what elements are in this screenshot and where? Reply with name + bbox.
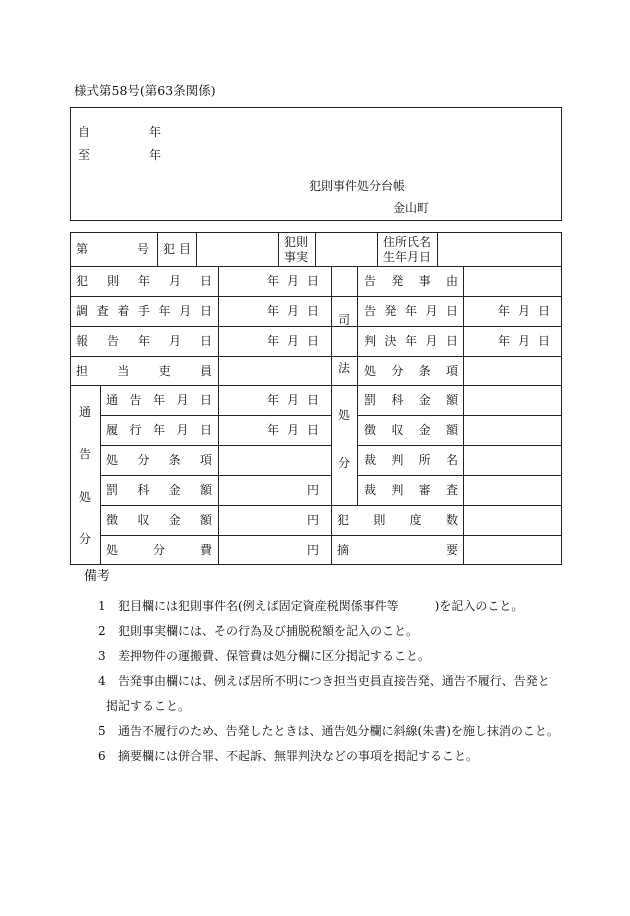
remark-text: 犯則事実欄には、その行為及び捕脱税額を記入のこと。 [118, 624, 419, 638]
row-divider [100, 475, 331, 476]
remark-text: 告発事由欄には、例えば居所不明につき担当吏員直接告発、通告不履行、告発と掲記すること。 [106, 674, 550, 713]
col-divider [157, 232, 158, 266]
row-divider [357, 445, 562, 446]
remark-number: 4 [98, 674, 106, 688]
col-divider [278, 232, 279, 266]
tsukoku-row-label: 履 行 年 月 日 [106, 423, 212, 437]
col-divider [377, 232, 378, 266]
bottom-right-label: 犯 則 度 数 [337, 513, 458, 527]
remark-text: 差押物件の運搬費、保管費は処分欄に区分掲記すること。 [118, 649, 431, 663]
shiho-row-label: 徴 収 金 額 [364, 423, 458, 437]
shiho-row-label: 告 発 年 月 日 [364, 304, 458, 318]
row-divider [357, 475, 562, 476]
remark-number: 3 [98, 649, 106, 663]
tsukoku-row-label: 徴 収 金 額 [106, 513, 212, 527]
remark-text: 通告不履行のため、告発したときは、通告処分欄に斜線(朱書)を施し抹消のこと。 [118, 724, 559, 738]
header-go: 号 [137, 242, 150, 256]
tsukoku-row-label: 罰 科 金 額 [106, 483, 212, 497]
period-box [70, 107, 562, 221]
col-divider [437, 232, 438, 266]
header-hansoku-jijitsu-1: 犯則 [284, 235, 309, 249]
row-divider [70, 356, 562, 357]
shiho-row-label: 判 決 年 月 日 [364, 334, 458, 348]
col-divider [100, 385, 101, 565]
left-row-value: 年 月 日 [267, 304, 319, 318]
tsukoku-row-label: 処 分 条 項 [106, 453, 212, 467]
shiho-row-label: 裁 判 審 査 [364, 483, 458, 497]
remark-number: 6 [98, 749, 106, 763]
shiho-row-value: 年 月 日 [498, 334, 550, 348]
row-divider [70, 266, 562, 267]
col-divider [357, 266, 358, 505]
tsukoku-row-value: 年 月 日 [267, 423, 319, 437]
town-name: 金山町 [393, 201, 430, 215]
remark-number: 1 [98, 599, 106, 613]
remark-text: 摘要欄には併合罪、不起訴、無罪判決などの事項を掲記すること。 [118, 749, 479, 763]
shiho-row-value: 年 月 日 [498, 304, 550, 318]
row-divider [357, 415, 562, 416]
tsukoku-row-label: 通 告 年 月 日 [106, 393, 212, 407]
to-year: 年 [149, 148, 162, 162]
tsukoku-row-value: 円 [307, 483, 320, 497]
header-address: 住所氏名 [383, 235, 432, 249]
tsukoku-row-value: 円 [307, 513, 320, 527]
to-label: 至 [78, 148, 91, 162]
left-row-label: 担 当 吏 員 [76, 364, 212, 378]
remarks-title: 備考 [84, 569, 111, 584]
header-hansoku-jijitsu-2: 事実 [284, 250, 309, 264]
row-divider [70, 296, 562, 297]
header-hansoku-moku: 犯目 [163, 242, 196, 256]
form-label: 様式第58号(第63条関係) [74, 83, 216, 98]
row-divider [70, 326, 562, 327]
left-row-label: 報 告 年 月 日 [76, 334, 212, 348]
from-year: 年 [149, 125, 162, 139]
left-row-value: 年 月 日 [267, 274, 319, 288]
tsukoku-row-value: 円 [307, 543, 320, 557]
shiho-row-label: 罰 科 金 額 [364, 393, 458, 407]
shiho-row-label: 処 分 条 項 [364, 364, 458, 378]
col-divider [315, 232, 316, 266]
col-divider [218, 266, 219, 565]
col-divider [463, 266, 464, 565]
tsukoku-group-label: 通 告 処 分 [78, 404, 91, 547]
tsukoku-row-value: 年 月 日 [267, 393, 319, 407]
shiho-row-label: 告 発 事 由 [364, 274, 458, 288]
row-divider [100, 415, 331, 416]
row-divider [100, 445, 331, 446]
remark-text: 犯目欄には犯則事件名(例えば固定資産税関係事件等 )を記入のこと。 [118, 599, 524, 613]
bottom-right-label: 摘 要 [337, 543, 458, 557]
shiho-row-label: 裁 判 所 名 [364, 453, 458, 467]
ledger-title: 犯則事件処分台帳 [309, 179, 406, 193]
header-dai: 第 [76, 242, 89, 256]
row-divider [70, 385, 562, 386]
left-row-value: 年 月 日 [267, 334, 319, 348]
header-birthdate: 生年月日 [383, 250, 432, 264]
shiho-group-label: 司 法 処 分 [337, 313, 350, 470]
remark-number: 5 [98, 724, 106, 738]
remark-number: 2 [98, 624, 106, 638]
col-divider [196, 232, 197, 266]
tsukoku-row-label: 処 分 費 [106, 543, 212, 557]
from-label: 自 [78, 125, 91, 139]
left-row-label: 犯 則 年 月 日 [76, 274, 212, 288]
left-row-label: 調 査 着 手 年 月 日 [76, 304, 212, 318]
